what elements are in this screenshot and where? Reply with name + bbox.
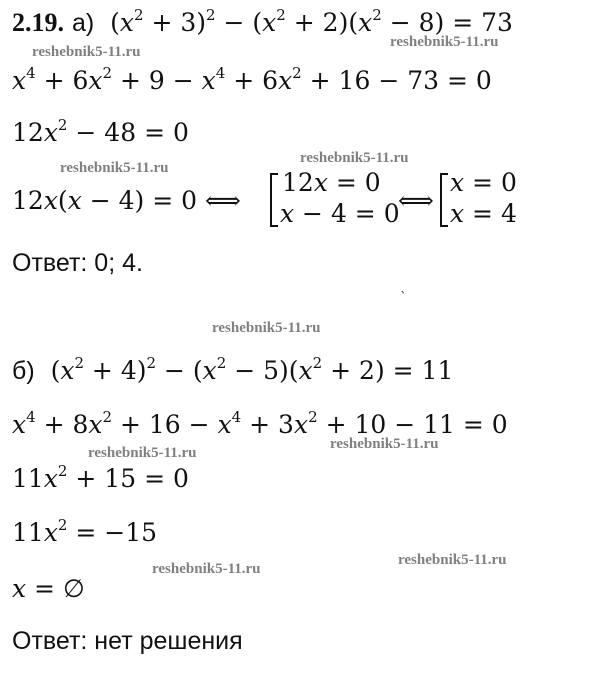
part-b-equation	[12, 356, 453, 386]
watermark: reshebnik5-11.ru	[60, 160, 169, 176]
problem-number: 2.19.	[12, 8, 64, 37]
watermark: reshebnik5-11.ru	[390, 34, 499, 50]
part-a-label: а)	[71, 9, 95, 37]
part-a-expression: $(x^2 + 3)^2 - (x^2 + 2)(x^2 - 8) = 73$	[110, 6, 513, 37]
watermark: reshebnik5-11.ru	[398, 552, 507, 568]
part-b-expanded: $x^4 + 8x^2 + 16 - x^4 + 3x^2 + 10 - 11 = 0$	[12, 408, 508, 439]
part-a-equation	[12, 8, 513, 38]
equivalence-symbol: ⟺	[398, 186, 434, 215]
bracket-icon	[268, 172, 280, 228]
part-a-simplified: $12x^2 - 48 = 0$	[12, 116, 189, 147]
watermark: reshebnik5-11.ru	[88, 445, 197, 461]
watermark: reshebnik5-11.ru	[212, 320, 321, 336]
bracket-icon	[438, 172, 450, 228]
part-a-answer: Ответ: 0; 4.	[12, 249, 143, 277]
part-b-label: б)	[12, 357, 35, 385]
part-b-expression: $(x^2 + 4)^2 - (x^2 - 5)(x^2 + 2) = 11$	[50, 354, 454, 385]
watermark: reshebnik5-11.ru	[152, 561, 261, 577]
part-a-system-2: x = 0 x = 4	[450, 168, 517, 228]
part-a-system-1: 12x = 0 x − 4 = 0	[280, 168, 400, 228]
part-b-answer: Ответ: нет решения	[12, 627, 243, 655]
watermark: reshebnik5-11.ru	[32, 44, 141, 60]
part-b-simplified: $11x^2 + 15 = 0$	[12, 462, 189, 493]
part-b-result: x = ∅	[12, 574, 85, 603]
watermark: reshebnik5-11.ru	[330, 436, 439, 452]
part-a-expanded: $x^4 + 6x^2 + 9 - x^4 + 6x^2 + 16 - 73 = 0$	[12, 64, 492, 95]
part-a-factored: 12x(x − 4) = 0 ⟺	[12, 186, 241, 215]
stray-mark: ˋ	[400, 290, 407, 306]
watermark: reshebnik5-11.ru	[300, 150, 409, 166]
part-b-isolated: $11x^2 = -15$	[12, 516, 158, 547]
